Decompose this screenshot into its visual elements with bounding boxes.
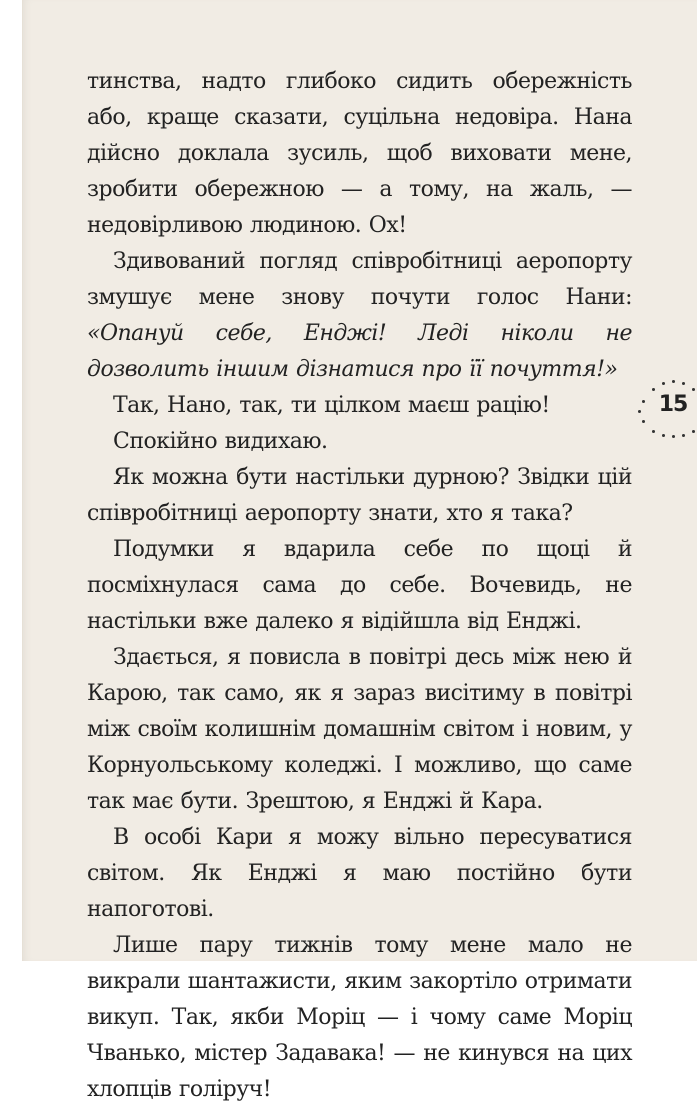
- badge-dot: [662, 382, 665, 385]
- badge-dot: [672, 435, 675, 438]
- paragraph-6: [87, 532, 632, 640]
- paragraph-1: [87, 64, 632, 244]
- badge-dot: [642, 420, 645, 423]
- paragraph-2-italic-quote: «Опануй себе, Енджі! Леді ніколи не дозволить іншим дізнатися про її почуття!»: [87, 321, 632, 382]
- paragraph-2-text: Здивований погляд співробітниці аеропорту змушує мене знову почути голос Нани:: [87, 249, 632, 310]
- badge-dot: [692, 388, 695, 391]
- badge-dot: [682, 382, 685, 385]
- paragraph-4-text: Спокійно видихаю.: [113, 429, 328, 454]
- badge-dot: [652, 430, 655, 433]
- paragraph-6-text: Подумки я вдарила себе по щоці й посміхнулася сама до себе. Вочевидь, не настільки вже далеко я відійшла від Енджі.: [87, 537, 632, 634]
- paragraph-1-text: тинства, надто глибоко сидить обережність або, краще сказати, суцільна недовіра. Нана дійсно доклала зусиль, щоб виховати мене, зробити обережною — а тому, на жаль, — недовірливою людиною. Ох!: [87, 69, 632, 238]
- badge-dot: [662, 434, 665, 437]
- page-number: 15: [658, 392, 688, 417]
- paragraph-8-text: В особі Кари я можу вільно пересуватися світом. Як Енджі я маю постійно бути напоготові.: [87, 825, 632, 922]
- page-number-badge: [636, 380, 697, 436]
- badge-dot: [652, 388, 655, 391]
- badge-dot: [692, 430, 695, 433]
- paragraph-2: [87, 244, 632, 388]
- paragraph-9: [87, 928, 632, 1108]
- paragraph-7: [87, 640, 632, 820]
- paragraph-5: [87, 460, 632, 532]
- paragraph-5-text: Як можна бути настільки дурною? Звідки цій співробітниці аеропорту знати, хто я така?: [87, 465, 632, 526]
- paragraph-7-text: Здається, я повисла в повітрі десь між нею й Карою, так само, як я зараз висітиму в повітрі між своїм колишнім домашнім світом і новим, у Корнуольському коледжі. І можливо, що саме так має бути. Зрештою, я Енджі й Кара.: [87, 645, 632, 814]
- badge-dot: [672, 380, 675, 383]
- paragraph-3: [87, 388, 632, 424]
- badge-dot: [682, 434, 685, 437]
- paragraph-3-text: Так, Нано, так, ти цілком маєш рацію!: [113, 393, 550, 418]
- paragraph-9-text: Лише пару тижнів тому мене мало не викрали шантажисти, яким закортіло отримати викуп. Так, якби Моріц — і чому саме Моріц Чванько, містер Задавака! — не кинувся на цих хлопців голіруч!: [87, 933, 632, 1102]
- book-page: [22, 0, 697, 1102]
- paragraph-8: [87, 820, 632, 928]
- body-text: [87, 64, 632, 1108]
- paragraph-4: [87, 424, 632, 460]
